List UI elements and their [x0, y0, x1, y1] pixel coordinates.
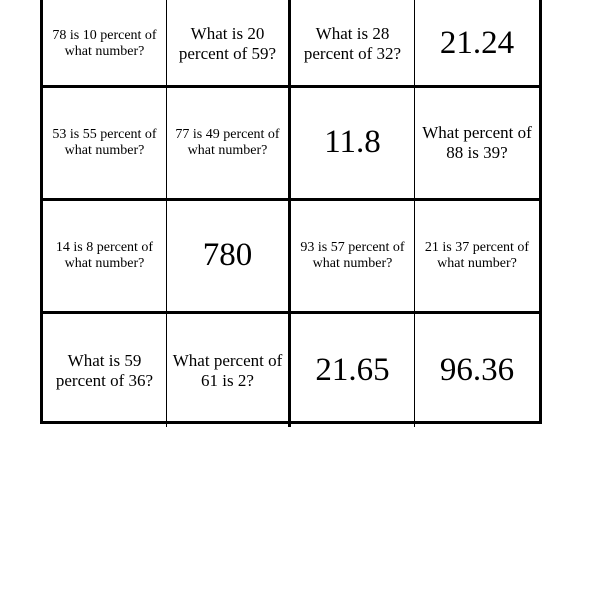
cell-text: What percent of 61 is 2?: [172, 350, 283, 390]
puzzle-cell-r3-c4: [415, 201, 539, 314]
cell-text: 11.8: [324, 124, 381, 161]
puzzle-cell-r2-c2: [167, 88, 291, 201]
puzzle-cell-r1-c4: [415, 0, 539, 88]
puzzle-cell-r4-c4: [415, 314, 539, 427]
puzzle-cell-r4-c3: [291, 314, 415, 427]
puzzle-cell-r1-c3: [291, 0, 415, 88]
cell-text: 93 is 57 percent of what number?: [300, 239, 405, 271]
puzzle-cell-r4-c1: [43, 314, 167, 427]
cell-text: What is 20 percent of 59?: [178, 24, 277, 63]
cell-text: 780: [202, 237, 253, 274]
puzzle-cell-r3-c2: [167, 201, 291, 314]
percent-puzzle-grid: [40, 0, 542, 424]
cell-text: 78 is 10 percent of what number?: [52, 27, 157, 59]
cell-text: 53 is 55 percent of what number?: [52, 126, 157, 158]
puzzle-cell-r2-c4: [415, 88, 539, 201]
cell-text: 21.65: [315, 351, 390, 388]
puzzle-cell-r2-c1: [43, 88, 167, 201]
cell-text: What is 59 percent of 36?: [55, 350, 154, 390]
puzzle-cell-r3-c3: [291, 201, 415, 314]
cell-text: 14 is 8 percent of what number?: [55, 239, 154, 271]
cell-text: 96.36: [439, 351, 515, 388]
puzzle-cell-r3-c1: [43, 201, 167, 314]
puzzle-cell-r1-c1: [43, 0, 167, 88]
puzzle-cell-r2-c3: [291, 88, 415, 201]
puzzle-cell-r4-c2: [167, 314, 291, 427]
cell-text: What percent of 88 is 39?: [422, 123, 532, 162]
puzzle-cell-r1-c2: [167, 0, 291, 88]
cell-text: 77 is 49 percent of what number?: [175, 126, 280, 158]
cell-text: What is 28 percent of 32?: [303, 24, 402, 63]
cell-text: 21 is 37 percent of what number?: [424, 239, 530, 271]
cell-text: 21.24: [439, 25, 515, 62]
